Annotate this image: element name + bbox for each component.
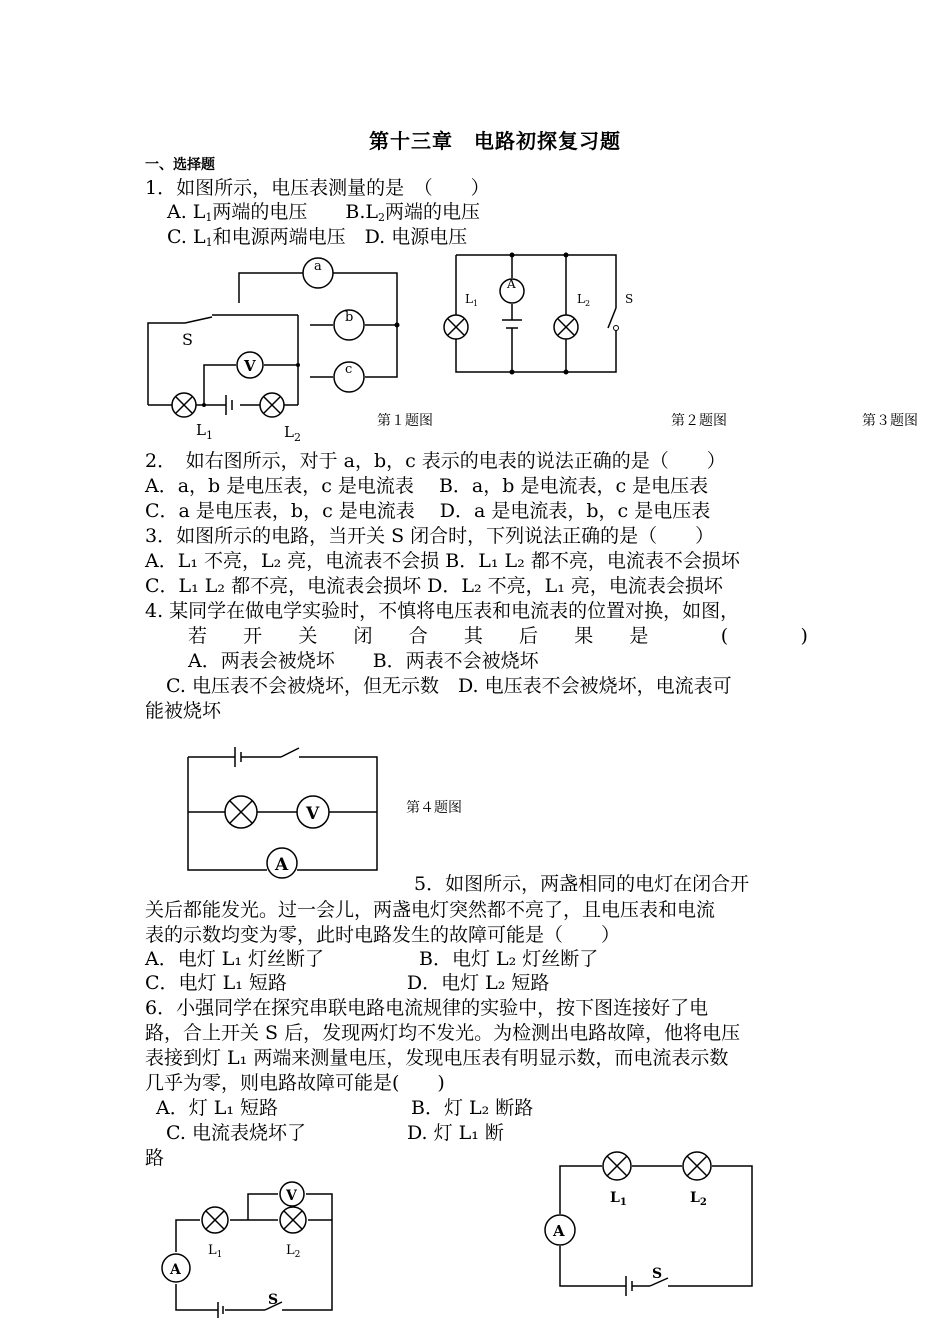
figure-4-circuit [185, 745, 385, 885]
q5-options-ab: A．电灯 L₁ 灯丝断了 B．电灯 L₂ 灯丝断了 [145, 948, 599, 970]
caption-fig1: 第１题图 [377, 413, 433, 429]
q3-stem: 3．如图所示的电路，当开关 S 闭合时，下列说法正确的是（ ） [145, 525, 715, 547]
fig1-voltmeter-label: V [244, 357, 256, 375]
caption-fig2: 第２题图 [671, 413, 727, 429]
q5-options-cd: C．电灯 L₁ 短路 D．电灯 L₂ 短路 [145, 972, 550, 994]
fig4-voltmeter-label: V [306, 804, 320, 824]
fig5-ammeter-label: A [170, 1262, 181, 1278]
fig5-l2-label: $L_2$ [286, 1243, 301, 1260]
fig6-ammeter-label: A [553, 1222, 565, 1240]
caption-fig3: 第３题图 [862, 413, 918, 429]
q1-options-cd: C. $L_1$和电源两端电压 D. 电源电压 [167, 226, 468, 249]
q3-options-ab: A．L₁ 不亮，L₂ 亮，电流表不会损 B．L₁ L₂ 都不亮，电流表不会损坏 [145, 550, 740, 572]
q6-options-cd: C. 电流表烧坏了 D. 灯 L₁ 断 [166, 1122, 504, 1144]
figure-2-circuit [235, 255, 415, 395]
q2-options-ab: A．a，b 是电压表，c 是电流表 B．a，b 是电流表，c 是电压表 [145, 475, 709, 497]
fig6-l2-label: $L_2$ [690, 1190, 707, 1208]
q2-options-cd: C．a 是电压表，b，c 是电流表 D．a 是电流表，b，c 是电压表 [145, 500, 711, 522]
q5-stem: 5．如图所示，两盏相同的电灯在闭合开 [414, 873, 750, 895]
q2-stem: 2． 如右图所示，对于 a，b，c 表示的电表的说法正确的是（ ） [145, 450, 726, 472]
q6-stem-line2: 路，合上开关 S 后，发现两灯均不发光。为检测出电路故障，他将电压 [145, 1022, 741, 1044]
fig5-voltmeter-label: V [286, 1188, 297, 1204]
fig1-l1-label: $L_1$ [196, 421, 213, 442]
q4-options-ab: A．两表会被烧坏 B．两表不会被烧坏 [188, 650, 539, 672]
fig2-meter-a-label: a [314, 259, 322, 274]
fig6-l1-label: $L_1$ [610, 1190, 627, 1208]
q4-options-cd-cont: 能被烧坏 [145, 700, 222, 722]
q1-options-ab: A. $L_1$两端的电压 $B.L_2$两端的电压 [167, 201, 481, 224]
q6-options-cd-cont: 路 [145, 1147, 165, 1169]
q5-stem-line3: 表的示数均变为零，此时电路发生的故障可能是（ ） [145, 924, 621, 946]
q6-stem-line4: 几乎为零，则电路故障可能是( ) [145, 1072, 445, 1094]
q1-stem: 1．如图所示，电压表测量的是 （ ） [145, 177, 490, 199]
section-heading: 一、选择题 [145, 157, 215, 173]
fig2-meter-b-label: b [345, 310, 354, 325]
fig5-l1-label: $L_1$ [208, 1243, 223, 1260]
q6-stem-line3: 表接到灯 L₁ 两端来测量电压，发现电压表有明显示数，而电流表示数 [145, 1047, 729, 1069]
fig6-switch-label: S [652, 1266, 663, 1282]
fig1-l2-label: $L_2$ [284, 423, 301, 444]
fig4-ammeter-label: A [275, 855, 289, 875]
q4-options-cd: C. 电压表不会被烧坏，但无示数 D. 电压表不会被烧坏，电流表可 [166, 675, 732, 697]
figure-3-circuit [440, 250, 640, 380]
caption-fig4: 第４题图 [406, 800, 462, 816]
fig3-ammeter-label: A [507, 277, 516, 291]
q3-options-cd: C．L₁ L₂ 都不亮，电流表会损坏 D．L₂ 不亮，L₁ 亮，电流表会损坏 [145, 575, 723, 597]
q6-options-ab: A．灯 L₁ 短路 B．灯 L₂ 断路 [156, 1097, 534, 1119]
fig3-l2-label: $L_2$ [577, 292, 591, 308]
fig3-switch-label: S [625, 292, 634, 306]
q4-stem: 4. 某同学在做电学实验时，不慎将电压表和电流表的位置对换，如图， [145, 600, 740, 622]
page-title: 第十三章 电路初探复习题 [369, 129, 621, 153]
figure-5-circuit [160, 1180, 360, 1330]
fig1-switch-label: S [182, 330, 193, 349]
figure-6-circuit [540, 1150, 760, 1300]
q4-stem-line2: 若 开 关 闭 合 其 后 果 是 ( ) [188, 625, 808, 647]
fig2-meter-c-label: c [345, 362, 353, 377]
fig3-l1-label: $L_1$ [465, 292, 479, 308]
q6-stem: 6．小强同学在探究串联电路电流规律的实验中，按下图连接好了电 [145, 997, 709, 1019]
q5-stem-line2: 关后都能发光。过一会儿，两盏电灯突然都不亮了，且电压表和电流 [145, 899, 716, 921]
fig5-switch-label: S [268, 1292, 279, 1308]
